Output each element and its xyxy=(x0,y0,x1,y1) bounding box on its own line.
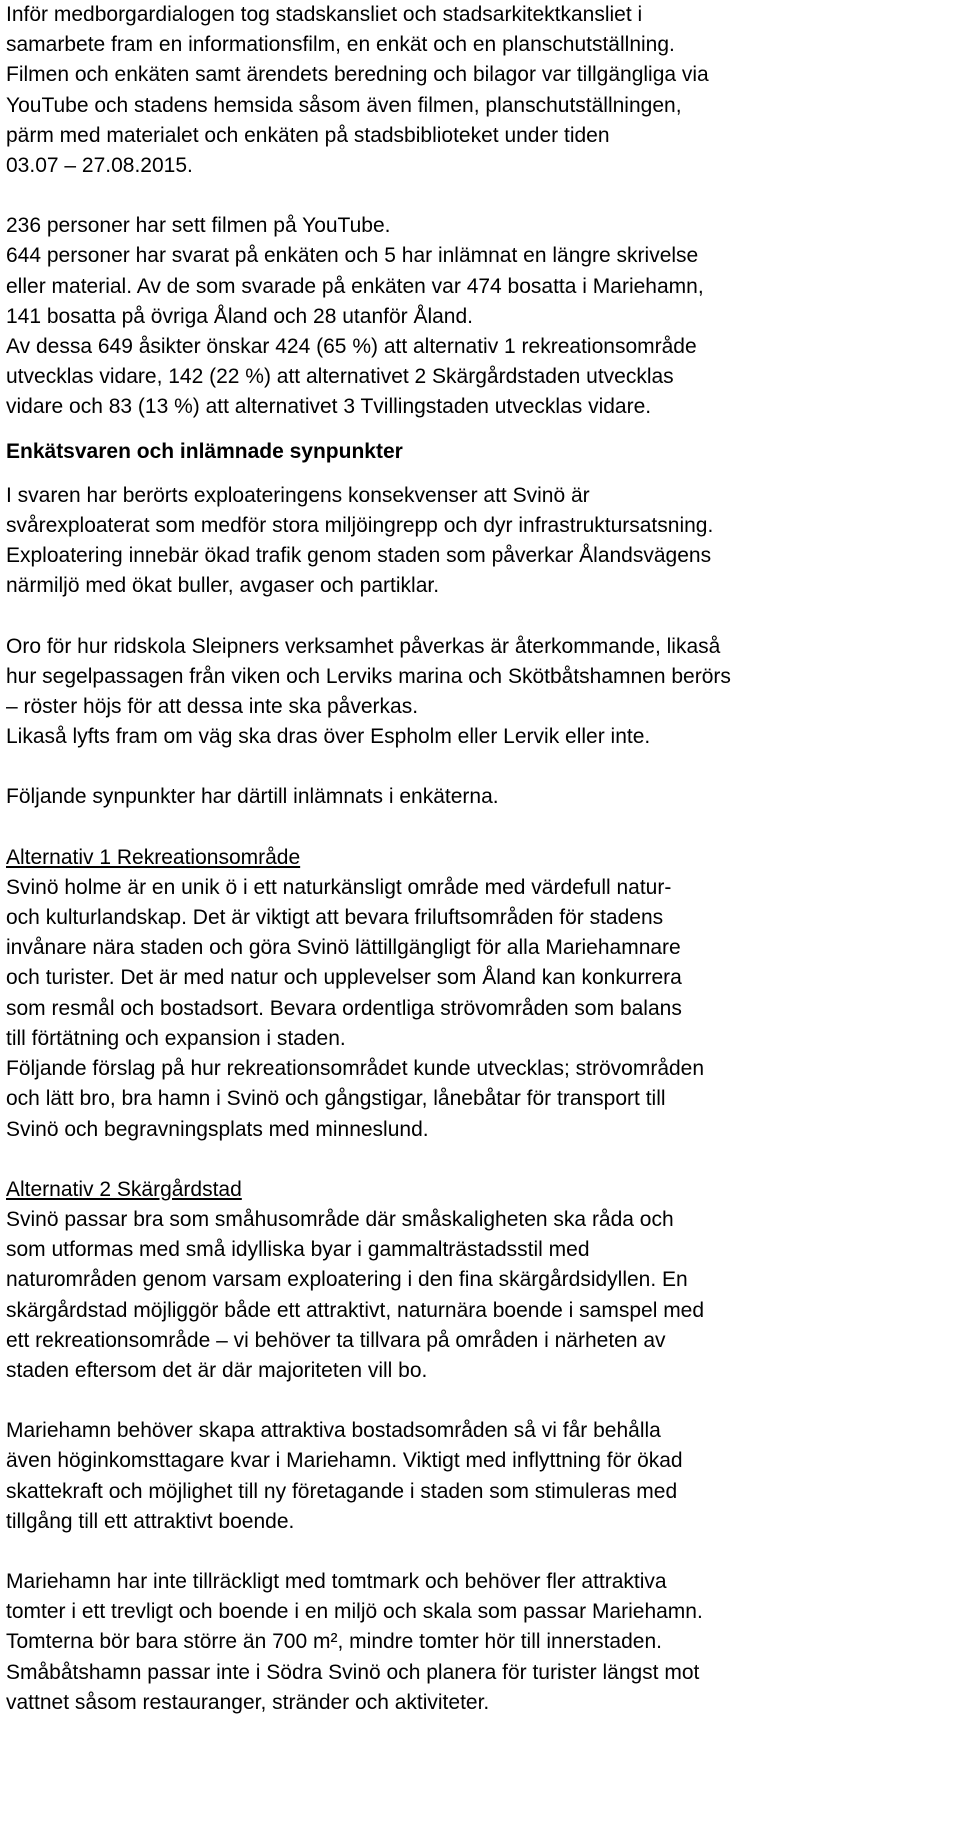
spacer xyxy=(6,602,954,632)
text-line: även höginkomsttagare kvar i Mariehamn. Viktigt med inflyttning för ökad xyxy=(6,1449,683,1473)
spacer xyxy=(6,1386,954,1416)
text-line: Likaså lyfts fram om väg ska dras över Espholm eller Lervik eller inte. xyxy=(6,725,651,749)
text-line: 644 personer har svarat på enkäten och 5 har inlämnat en längre skrivelse xyxy=(6,244,699,268)
alternative-1-heading: Alternativ 1 Rekreationsområde xyxy=(6,845,301,869)
text-line: skattekraft och möjlighet till ny företagande i staden som stimuleras med xyxy=(6,1479,678,1503)
text-line: till förtätning och expansion i staden. xyxy=(6,1026,346,1050)
text-line: eller material. Av de som svarade på enkäten var 474 bosatta i Mariehamn, xyxy=(6,274,704,298)
spacer xyxy=(6,181,954,211)
text-line: utvecklas vidare, 142 (22 %) att alternativet 2 Skärgårdstaden utvecklas xyxy=(6,365,674,389)
intro-paragraph xyxy=(6,0,954,181)
text-line: naturområden genom varsam exploatering i den fina skärgårdsidyllen. En xyxy=(6,1268,688,1292)
text-line: YouTube och stadens hemsida såsom även filmen, planschutställningen, xyxy=(6,93,682,117)
alternative-2-heading: Alternativ 2 Skärgårdstad xyxy=(6,1177,242,1201)
plots-paragraph xyxy=(6,1567,954,1718)
text-line: 03.07 – 27.08.2015. xyxy=(6,154,193,178)
text-line: skärgårdstad möjliggör både ett attraktivt, naturnära boende i samspel med xyxy=(6,1298,705,1322)
spacer xyxy=(6,1145,954,1175)
text-line: 141 bosatta på övriga Åland och 28 utanför Åland. xyxy=(6,304,474,328)
text-line: – röster höjs för att dessa inte ska påverkas. xyxy=(6,695,419,719)
spacer xyxy=(6,1537,954,1567)
text-line: Mariehamn behöver skapa attraktiva bostadsområden så vi får behålla xyxy=(6,1419,661,1443)
text-line: och turister. Det är med natur och upplevelser som Åland kan konkurrera xyxy=(6,966,682,990)
text-line: Oro för hur ridskola Sleipners verksamhet påverkas är återkommande, likaså xyxy=(6,634,721,658)
text-line: invånare nära staden och göra Svinö lättillgängligt för alla Mariehamnare xyxy=(6,936,681,960)
text-line: Mariehamn har inte tillräckligt med tomtmark och behöver fler attraktiva xyxy=(6,1569,667,1593)
stats-paragraph xyxy=(6,211,954,422)
text-line: vattnet såsom restauranger, stränder och aktiviteter. xyxy=(6,1690,490,1714)
spacer xyxy=(6,752,954,782)
text-line: Filmen och enkäten samt ärendets beredning och bilagor var tillgängliga via xyxy=(6,63,709,87)
text-line: hur segelpassagen från viken och Lerviks marina och Skötbåtshamnen berörs xyxy=(6,664,731,688)
text-line: Följande förslag på hur rekreationsområdet kunde utvecklas; strövområden xyxy=(6,1057,705,1081)
alternative-2-section xyxy=(6,1175,954,1386)
spacer xyxy=(6,423,954,437)
housing-paragraph xyxy=(6,1416,954,1537)
text-line: närmiljö med ökat buller, avgaser och partiklar. xyxy=(6,574,440,598)
text-line: Av dessa 649 åsikter önskar 424 (65 %) att alternativ 1 rekreationsområde xyxy=(6,335,697,359)
text-line: svårexploaterat som medför stora miljöingrepp och dyr infrastruktursatsning. xyxy=(6,514,714,538)
text-line: samarbete fram en informationsfilm, en enkät och en planschutställning. xyxy=(6,33,675,57)
text-line: I svaren har berörts exploateringens konsekvenser att Svinö är xyxy=(6,483,590,507)
text-line: och lätt bro, bra hamn i Svinö och gångstigar, lånebåtar för transport till xyxy=(6,1087,666,1111)
text-line: tillgång till ett attraktivt boende. xyxy=(6,1509,295,1533)
text-line: Svinö holme är en unik ö i ett naturkänsligt område med värdefull natur- xyxy=(6,875,672,899)
concerns-paragraph xyxy=(6,632,954,753)
text-line: Svinö och begravningsplats med minneslund. xyxy=(6,1117,429,1141)
alternative-1-section xyxy=(6,843,954,1145)
spacer xyxy=(6,813,954,843)
text-line: 236 personer har sett filmen på YouTube. xyxy=(6,214,391,238)
text-line: ett rekreationsområde – vi behöver ta tillvara på områden i närheten av xyxy=(6,1328,666,1352)
text-line: Inför medborgardialogen tog stadskansliet och stadsarkitektkansliet i xyxy=(6,3,643,26)
text-line: pärm med materialet och enkäten på stadsbiblioteket under tiden xyxy=(6,123,610,147)
text-line: Exploatering innebär ökad trafik genom staden som påverkar Ålandsvägens xyxy=(6,544,712,568)
responses-paragraph xyxy=(6,481,954,602)
spacer xyxy=(6,467,954,481)
section-heading: Enkätsvaren och inlämnade synpunkter xyxy=(6,439,403,463)
text-line: vidare och 83 (13 %) att alternativet 3 Tvillingstaden utvecklas vidare. xyxy=(6,395,652,419)
text-line: staden eftersom det är där majoriteten vill bo. xyxy=(6,1358,428,1382)
text-line: Svinö passar bra som småhusområde där småskaligheten ska råda och xyxy=(6,1207,674,1231)
text-line: som utformas med små idylliska byar i gammalträstadsstil med xyxy=(6,1238,590,1262)
text-line: Följande synpunkter har därtill inlämnats i enkäterna. xyxy=(6,785,499,809)
text-line: som resmål och bostadsort. Bevara ordentliga strövområden som balans xyxy=(6,996,682,1020)
text-line: Tomterna bör bara större än 700 m², mindre tomter hör till innerstaden. xyxy=(6,1630,662,1654)
intro-comments-paragraph xyxy=(6,782,954,812)
text-line: Småbåtshamn passar inte i Södra Svinö och planera för turister längst mot xyxy=(6,1660,700,1684)
text-line: tomter i ett trevligt och boende i en miljö och skala som passar Mariehamn. xyxy=(6,1600,703,1624)
text-line: och kulturlandskap. Det är viktigt att bevara friluftsområden för stadens xyxy=(6,906,664,930)
